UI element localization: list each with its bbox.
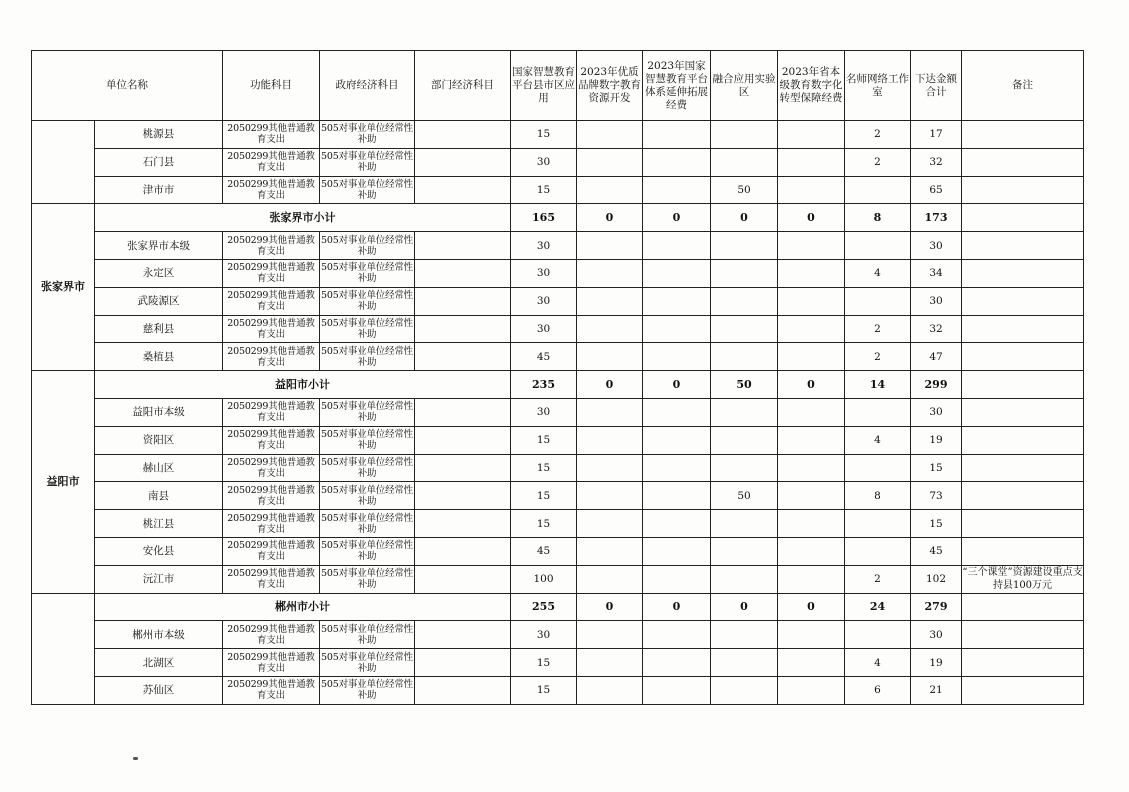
table-row: [32, 537, 1084, 565]
total-cell: 73: [911, 482, 962, 510]
func-subject-cell: 2050299其他普通教育支出: [223, 148, 320, 176]
econ-subject-cell: 505对事业单位经常性补助: [320, 621, 415, 649]
brand-cell: [577, 315, 643, 343]
dept-econ-cell: [415, 649, 511, 677]
remark-cell: [962, 621, 1084, 649]
remark-cell: [962, 148, 1084, 176]
fusion-cell: [711, 259, 778, 287]
table-body: [32, 121, 1084, 705]
unit-name-cell: 沅江市: [95, 565, 223, 593]
total-cell: 102: [911, 565, 962, 593]
func-subject-cell: 2050299其他普通教育支出: [223, 232, 320, 260]
studio-cell: [845, 537, 911, 565]
dept-econ-cell: [415, 259, 511, 287]
func-subject-cell: 2050299其他普通教育支出: [223, 565, 320, 593]
brand-cell: [577, 176, 643, 204]
extend-cell: [643, 343, 711, 371]
brand-cell: [577, 259, 643, 287]
extend-cell: [643, 482, 711, 510]
studio-cell: [845, 232, 911, 260]
unit-name-cell: 桃江县: [95, 510, 223, 538]
header-unit-name: 单位名称: [32, 51, 223, 121]
remark-cell: [962, 232, 1084, 260]
extend-cell: [643, 676, 711, 704]
platform-cell: 15: [511, 426, 577, 454]
scan-speck: [133, 757, 138, 760]
platform-cell: 30: [511, 398, 577, 426]
fusion-cell: [711, 510, 778, 538]
total-cell: 47: [911, 343, 962, 371]
subtotal-fusion-cell: 0: [711, 204, 778, 232]
table-row: [32, 621, 1084, 649]
econ-subject-cell: 505对事业单位经常性补助: [320, 315, 415, 343]
subtotal-transform-cell: 0: [778, 593, 845, 621]
header-total: 下达金额合计: [911, 51, 962, 121]
dept-econ-cell: [415, 232, 511, 260]
transform-cell: [778, 398, 845, 426]
unit-name-cell: 慈利县: [95, 315, 223, 343]
transform-cell: [778, 454, 845, 482]
table-row: [32, 121, 1084, 149]
dept-econ-cell: [415, 426, 511, 454]
econ-subject-cell: 505对事业单位经常性补助: [320, 454, 415, 482]
studio-cell: [845, 398, 911, 426]
total-cell: 34: [911, 259, 962, 287]
dept-econ-cell: [415, 176, 511, 204]
dept-econ-cell: [415, 148, 511, 176]
brand-cell: [577, 426, 643, 454]
total-cell: 32: [911, 315, 962, 343]
subtotal-brand-cell: 0: [577, 593, 643, 621]
subtotal-platform-cell: 255: [511, 593, 577, 621]
studio-cell: 4: [845, 259, 911, 287]
brand-cell: [577, 537, 643, 565]
transform-cell: [778, 537, 845, 565]
func-subject-cell: 2050299其他普通教育支出: [223, 426, 320, 454]
table-row: [32, 510, 1084, 538]
subtotal-remark-cell: [962, 593, 1084, 621]
subtotal-total-cell: 299: [911, 371, 962, 399]
transform-cell: [778, 482, 845, 510]
unit-name-cell: 桃源县: [95, 121, 223, 149]
func-subject-cell: 2050299其他普通教育支出: [223, 398, 320, 426]
transform-cell: [778, 148, 845, 176]
subtotal-label: 张家界市小计: [95, 204, 511, 232]
econ-subject-cell: 505对事业单位经常性补助: [320, 259, 415, 287]
platform-cell: 15: [511, 454, 577, 482]
total-cell: 19: [911, 649, 962, 677]
func-subject-cell: 2050299其他普通教育支出: [223, 176, 320, 204]
dept-econ-cell: [415, 343, 511, 371]
econ-subject-cell: 505对事业单位经常性补助: [320, 148, 415, 176]
dept-econ-cell: [415, 510, 511, 538]
econ-subject-cell: 505对事业单位经常性补助: [320, 676, 415, 704]
fusion-cell: [711, 287, 778, 315]
remark-cell: [962, 176, 1084, 204]
extend-cell: [643, 232, 711, 260]
brand-cell: [577, 398, 643, 426]
unit-name-cell: 资阳区: [95, 426, 223, 454]
brand-cell: [577, 148, 643, 176]
subtotal-brand-cell: 0: [577, 371, 643, 399]
dept-econ-cell: [415, 621, 511, 649]
remark-cell: [962, 426, 1084, 454]
subtotal-platform-cell: 235: [511, 371, 577, 399]
studio-cell: 4: [845, 649, 911, 677]
platform-cell: 15: [511, 482, 577, 510]
fusion-cell: [711, 621, 778, 649]
total-cell: 30: [911, 621, 962, 649]
total-cell: 19: [911, 426, 962, 454]
total-cell: 21: [911, 676, 962, 704]
platform-cell: 15: [511, 510, 577, 538]
header-studio: 名师网络工作室: [845, 51, 911, 121]
unit-name-cell: 南县: [95, 482, 223, 510]
platform-cell: 100: [511, 565, 577, 593]
fusion-cell: [711, 148, 778, 176]
subtotal-row: [32, 371, 1084, 399]
brand-cell: [577, 565, 643, 593]
func-subject-cell: 2050299其他普通教育支出: [223, 121, 320, 149]
remark-cell: [962, 259, 1084, 287]
table-row: [32, 287, 1084, 315]
func-subject-cell: 2050299其他普通教育支出: [223, 259, 320, 287]
platform-cell: 45: [511, 343, 577, 371]
remark-cell: [962, 649, 1084, 677]
fusion-cell: [711, 121, 778, 149]
header-gov-econ-subject: 政府经济科目: [320, 51, 415, 121]
econ-subject-cell: 505对事业单位经常性补助: [320, 565, 415, 593]
subtotal-studio-cell: 24: [845, 593, 911, 621]
econ-subject-cell: 505对事业单位经常性补助: [320, 176, 415, 204]
subtotal-label: 郴州市小计: [95, 593, 511, 621]
studio-cell: 2: [845, 343, 911, 371]
total-cell: 32: [911, 148, 962, 176]
platform-cell: 45: [511, 537, 577, 565]
platform-cell: 15: [511, 121, 577, 149]
remark-cell: [962, 315, 1084, 343]
brand-cell: [577, 621, 643, 649]
brand-cell: [577, 343, 643, 371]
transform-cell: [778, 176, 845, 204]
transform-cell: [778, 649, 845, 677]
unit-name-cell: 赫山区: [95, 454, 223, 482]
dept-econ-cell: [415, 398, 511, 426]
transform-cell: [778, 121, 845, 149]
header-transform: 2023年省本级教育数字化转型保障经费: [778, 51, 845, 121]
econ-subject-cell: 505对事业单位经常性补助: [320, 232, 415, 260]
extend-cell: [643, 649, 711, 677]
unit-name-cell: 桑植县: [95, 343, 223, 371]
subtotal-remark-cell: [962, 204, 1084, 232]
subtotal-transform-cell: 0: [778, 204, 845, 232]
city-cell: 益阳市: [32, 371, 95, 593]
func-subject-cell: 2050299其他普通教育支出: [223, 343, 320, 371]
unit-name-cell: 郴州市本级: [95, 621, 223, 649]
studio-cell: 2: [845, 148, 911, 176]
subtotal-total-cell: 279: [911, 593, 962, 621]
dept-econ-cell: [415, 482, 511, 510]
studio-cell: [845, 176, 911, 204]
remark-cell: [962, 343, 1084, 371]
func-subject-cell: 2050299其他普通教育支出: [223, 537, 320, 565]
subtotal-total-cell: 173: [911, 204, 962, 232]
platform-cell: 15: [511, 676, 577, 704]
dept-econ-cell: [415, 565, 511, 593]
unit-name-cell: 永定区: [95, 259, 223, 287]
subtotal-extend-cell: 0: [643, 593, 711, 621]
fusion-cell: [711, 232, 778, 260]
subtotal-extend-cell: 0: [643, 204, 711, 232]
platform-cell: 15: [511, 176, 577, 204]
extend-cell: [643, 565, 711, 593]
subtotal-studio-cell: 14: [845, 371, 911, 399]
fusion-cell: [711, 343, 778, 371]
transform-cell: [778, 565, 845, 593]
extend-cell: [643, 315, 711, 343]
subtotal-label: 益阳市小计: [95, 371, 511, 399]
func-subject-cell: 2050299其他普通教育支出: [223, 621, 320, 649]
unit-name-cell: 张家界市本级: [95, 232, 223, 260]
remark-cell: [962, 454, 1084, 482]
econ-subject-cell: 505对事业单位经常性补助: [320, 398, 415, 426]
extend-cell: [643, 426, 711, 454]
table-row: [32, 176, 1084, 204]
fusion-cell: 50: [711, 482, 778, 510]
total-cell: 30: [911, 398, 962, 426]
fusion-cell: [711, 676, 778, 704]
header-extend: 2023年国家智慧教育平台体系延伸拓展经费: [643, 51, 711, 121]
brand-cell: [577, 454, 643, 482]
extend-cell: [643, 259, 711, 287]
subtotal-studio-cell: 8: [845, 204, 911, 232]
subtotal-transform-cell: 0: [778, 371, 845, 399]
econ-subject-cell: 505对事业单位经常性补助: [320, 537, 415, 565]
econ-subject-cell: 505对事业单位经常性补助: [320, 343, 415, 371]
total-cell: 15: [911, 454, 962, 482]
table-row: [32, 343, 1084, 371]
subtotal-remark-cell: [962, 371, 1084, 399]
fusion-cell: [711, 426, 778, 454]
studio-cell: 2: [845, 315, 911, 343]
func-subject-cell: 2050299其他普通教育支出: [223, 315, 320, 343]
studio-cell: 2: [845, 565, 911, 593]
extend-cell: [643, 621, 711, 649]
city-cell: 张家界市: [32, 204, 95, 371]
brand-cell: [577, 649, 643, 677]
table-row: [32, 649, 1084, 677]
header-dept-econ-subject: 部门经济科目: [415, 51, 511, 121]
remark-cell: [962, 398, 1084, 426]
func-subject-cell: 2050299其他普通教育支出: [223, 649, 320, 677]
table-row: [32, 398, 1084, 426]
transform-cell: [778, 287, 845, 315]
fusion-cell: 50: [711, 176, 778, 204]
allocation-table: [31, 50, 1084, 705]
dept-econ-cell: [415, 121, 511, 149]
table-row: [32, 259, 1084, 287]
func-subject-cell: 2050299其他普通教育支出: [223, 454, 320, 482]
platform-cell: 30: [511, 621, 577, 649]
unit-name-cell: 苏仙区: [95, 676, 223, 704]
transform-cell: [778, 315, 845, 343]
header-brand: 2023年优质品牌数字教育资源开发: [577, 51, 643, 121]
fusion-cell: [711, 649, 778, 677]
remark-cell: [962, 510, 1084, 538]
brand-cell: [577, 510, 643, 538]
total-cell: 65: [911, 176, 962, 204]
extend-cell: [643, 454, 711, 482]
econ-subject-cell: 505对事业单位经常性补助: [320, 649, 415, 677]
table-row: [32, 315, 1084, 343]
remark-cell: [962, 121, 1084, 149]
transform-cell: [778, 621, 845, 649]
studio-cell: 2: [845, 121, 911, 149]
header-func-subject: 功能科目: [223, 51, 320, 121]
transform-cell: [778, 426, 845, 454]
subtotal-fusion-cell: 0: [711, 593, 778, 621]
econ-subject-cell: 505对事业单位经常性补助: [320, 121, 415, 149]
header-platform: 国家智慧教育平台县市区应用: [511, 51, 577, 121]
brand-cell: [577, 482, 643, 510]
platform-cell: 30: [511, 287, 577, 315]
remark-cell: [962, 676, 1084, 704]
unit-name-cell: 安化县: [95, 537, 223, 565]
subtotal-row: [32, 204, 1084, 232]
table-row: [32, 676, 1084, 704]
remark-cell: [962, 287, 1084, 315]
total-cell: 30: [911, 232, 962, 260]
platform-cell: 30: [511, 259, 577, 287]
table-row: [32, 232, 1084, 260]
transform-cell: [778, 343, 845, 371]
econ-subject-cell: 505对事业单位经常性补助: [320, 426, 415, 454]
subtotal-brand-cell: 0: [577, 204, 643, 232]
studio-cell: [845, 621, 911, 649]
table-row: [32, 565, 1084, 593]
func-subject-cell: 2050299其他普通教育支出: [223, 482, 320, 510]
studio-cell: [845, 510, 911, 538]
brand-cell: [577, 232, 643, 260]
brand-cell: [577, 121, 643, 149]
unit-name-cell: 武陵源区: [95, 287, 223, 315]
transform-cell: [778, 259, 845, 287]
econ-subject-cell: 505对事业单位经常性补助: [320, 287, 415, 315]
remark-cell: [962, 537, 1084, 565]
extend-cell: [643, 537, 711, 565]
platform-cell: 15: [511, 649, 577, 677]
brand-cell: [577, 676, 643, 704]
dept-econ-cell: [415, 676, 511, 704]
fusion-cell: [711, 565, 778, 593]
subtotal-extend-cell: 0: [643, 371, 711, 399]
subtotal-platform-cell: 165: [511, 204, 577, 232]
extend-cell: [643, 510, 711, 538]
total-cell: 17: [911, 121, 962, 149]
platform-cell: 30: [511, 232, 577, 260]
total-cell: 45: [911, 537, 962, 565]
studio-cell: 8: [845, 482, 911, 510]
studio-cell: [845, 454, 911, 482]
econ-subject-cell: 505对事业单位经常性补助: [320, 482, 415, 510]
extend-cell: [643, 287, 711, 315]
header-fusion: 融合应用实验区: [711, 51, 778, 121]
func-subject-cell: 2050299其他普通教育支出: [223, 510, 320, 538]
fusion-cell: [711, 398, 778, 426]
extend-cell: [643, 121, 711, 149]
header-remark: 备注: [962, 51, 1084, 121]
total-cell: 30: [911, 287, 962, 315]
transform-cell: [778, 232, 845, 260]
transform-cell: [778, 676, 845, 704]
brand-cell: [577, 287, 643, 315]
table-row: [32, 482, 1084, 510]
fusion-cell: [711, 454, 778, 482]
func-subject-cell: 2050299其他普通教育支出: [223, 287, 320, 315]
unit-name-cell: 益阳市本级: [95, 398, 223, 426]
studio-cell: 6: [845, 676, 911, 704]
table-row: [32, 454, 1084, 482]
dept-econ-cell: [415, 287, 511, 315]
econ-subject-cell: 505对事业单位经常性补助: [320, 510, 415, 538]
studio-cell: 4: [845, 426, 911, 454]
unit-name-cell: 津市市: [95, 176, 223, 204]
table-row: [32, 148, 1084, 176]
dept-econ-cell: [415, 454, 511, 482]
dept-econ-cell: [415, 315, 511, 343]
platform-cell: 30: [511, 148, 577, 176]
studio-cell: [845, 287, 911, 315]
remark-cell: “三个课堂”资源建设重点支持县100万元: [962, 567, 1083, 592]
unit-name-cell: 石门县: [95, 148, 223, 176]
total-cell: 15: [911, 510, 962, 538]
table-row: [32, 426, 1084, 454]
city-cell-continued: [32, 121, 95, 204]
transform-cell: [778, 510, 845, 538]
dept-econ-cell: [415, 537, 511, 565]
subtotal-row: [32, 593, 1084, 621]
fusion-cell: [711, 315, 778, 343]
city-cell: [32, 593, 95, 704]
func-subject-cell: 2050299其他普通教育支出: [223, 676, 320, 704]
fusion-cell: [711, 537, 778, 565]
extend-cell: [643, 176, 711, 204]
remark-cell: [962, 482, 1084, 510]
extend-cell: [643, 148, 711, 176]
subtotal-fusion-cell: 50: [711, 371, 778, 399]
header-row: [32, 51, 1084, 121]
extend-cell: [643, 398, 711, 426]
platform-cell: 30: [511, 315, 577, 343]
unit-name-cell: 北湖区: [95, 649, 223, 677]
